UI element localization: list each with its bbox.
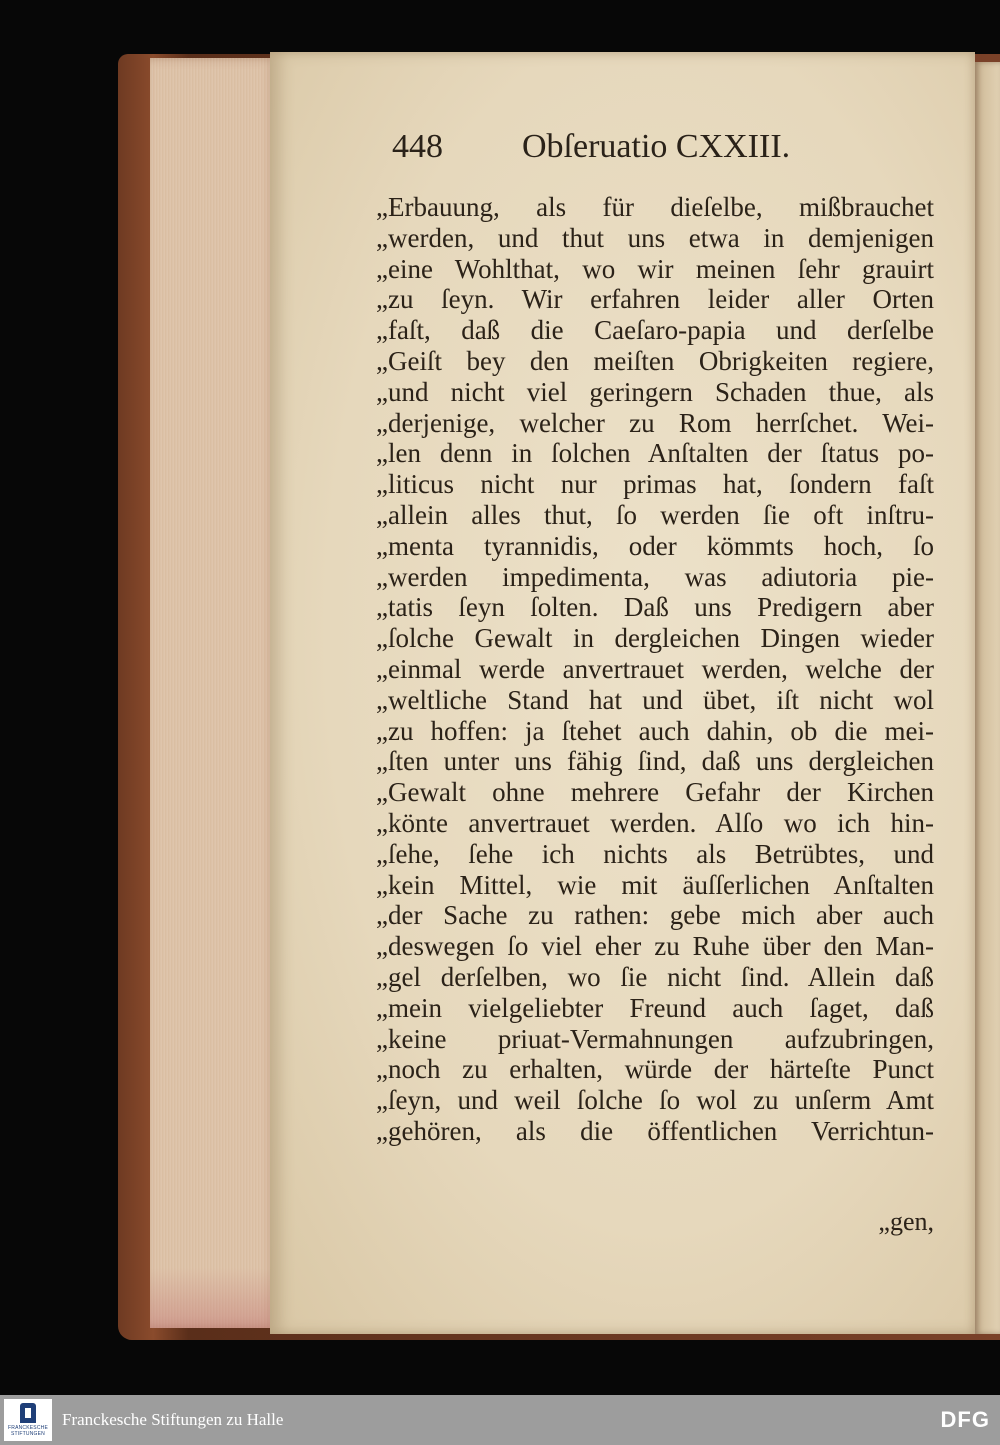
text-line: „zu hoffen: ja ſtehet auch dahin, ob die mei- [376,715,934,746]
text-line: „zu ſeyn. Wir erfahren leider aller Orten [376,284,934,315]
text-line: „noch zu erhalten, würde der härteſte Punct [376,1054,934,1085]
text-line: „eine Wohlthat, wo wir meinen ſehr grauirt [376,253,934,284]
text-line: „len denn in ſolchen Anſtalten der ſtatus po- [376,438,934,469]
text-line: „ſehe, ſehe ich nichts als Betrübtes, und [376,838,934,869]
text-line: „werden impedimenta, was adiutoria pie- [376,561,934,592]
text-line: „allein alles thut, ſo werden ſie oft inſtru- [376,499,934,530]
facing-page-edge [975,62,1000,1334]
text-line: „weltliche Stand hat und übet, iſt nicht wol [376,684,934,715]
text-line: „einmal werde anvertrauet werden, welche der [376,653,934,684]
text-line: „deswegen ſo viel eher zu Ruhe über den Man- [376,931,934,962]
text-line: „Erbauung, als für dieſelbe, mißbrauchet [376,192,934,222]
text-line: „keine priuat-Vermahnungen aufzubringen, [376,1023,934,1054]
page-edges [150,58,278,1328]
logo-text [8,1425,48,1437]
footer-institution-label: Franckesche Stiftungen zu Halle [62,1410,284,1429]
text-line: „mein vielgeliebter Freund auch ſaget, daß [376,992,934,1023]
text-line: „faſt, daß die Caeſaro-papia und derſelbe [376,315,934,346]
body-text [376,192,934,1147]
logo-text-line: STIFTUNGEN [11,1431,45,1437]
footer-bar [0,1395,1000,1445]
text-line: „liticus nicht nur primas hat, ſondern faſt [376,469,934,500]
text-line: „werden, und thut uns etwa in demjenigen [376,222,934,253]
text-line: „gehören, als die öffentlichen Verrichtun- [376,1115,934,1146]
text-line: „menta tyrannidis, oder kömmts hoch, ſo [376,530,934,561]
running-title: Obſeruatio CXXIII. [522,128,791,165]
text-line: „Gewalt ohne mehrere Gefahr der Kirchen [376,777,934,808]
page-header [392,124,932,170]
page-number: 448 [392,128,443,165]
text-line: „Geiſt bey den meiſten Obrigkeiten regiere, [376,345,934,376]
text-line: „kein Mittel, wie mit äuſſerlichen Anſtalten [376,869,934,900]
emblem-icon [20,1403,36,1423]
dfg-logo[interactable]: DFG [940,1407,990,1432]
text-line: „und nicht viel geringern Schaden thue, als [376,376,934,407]
text-line: „tatis ſeyn ſolten. Daß uns Predigern aber [376,592,934,623]
text-line: „ſeyn, und weil ſolche ſo wol zu unſerm Amt [376,1085,934,1116]
logo-text-line: FRANCKESCHE [8,1425,48,1431]
text-line: „ſolche Gewalt in dergleichen Dingen wieder [376,623,934,654]
text-line: „ſten unter uns fähig ſind, daß uns dergleichen [376,746,934,777]
catchword: „gen, [878,1207,934,1236]
text-line: „der Sache zu rathen: gebe mich aber auch [376,900,934,931]
franckesche-logo[interactable] [4,1399,52,1441]
text-line: „derjenige, welcher zu Rom herrſchet. Wei- [376,407,934,438]
text-line: „gel derſelben, wo ſie nicht ſind. Allein daß [376,961,934,992]
text-line: „könte anvertrauet werden. Alſo wo ich hin- [376,807,934,838]
